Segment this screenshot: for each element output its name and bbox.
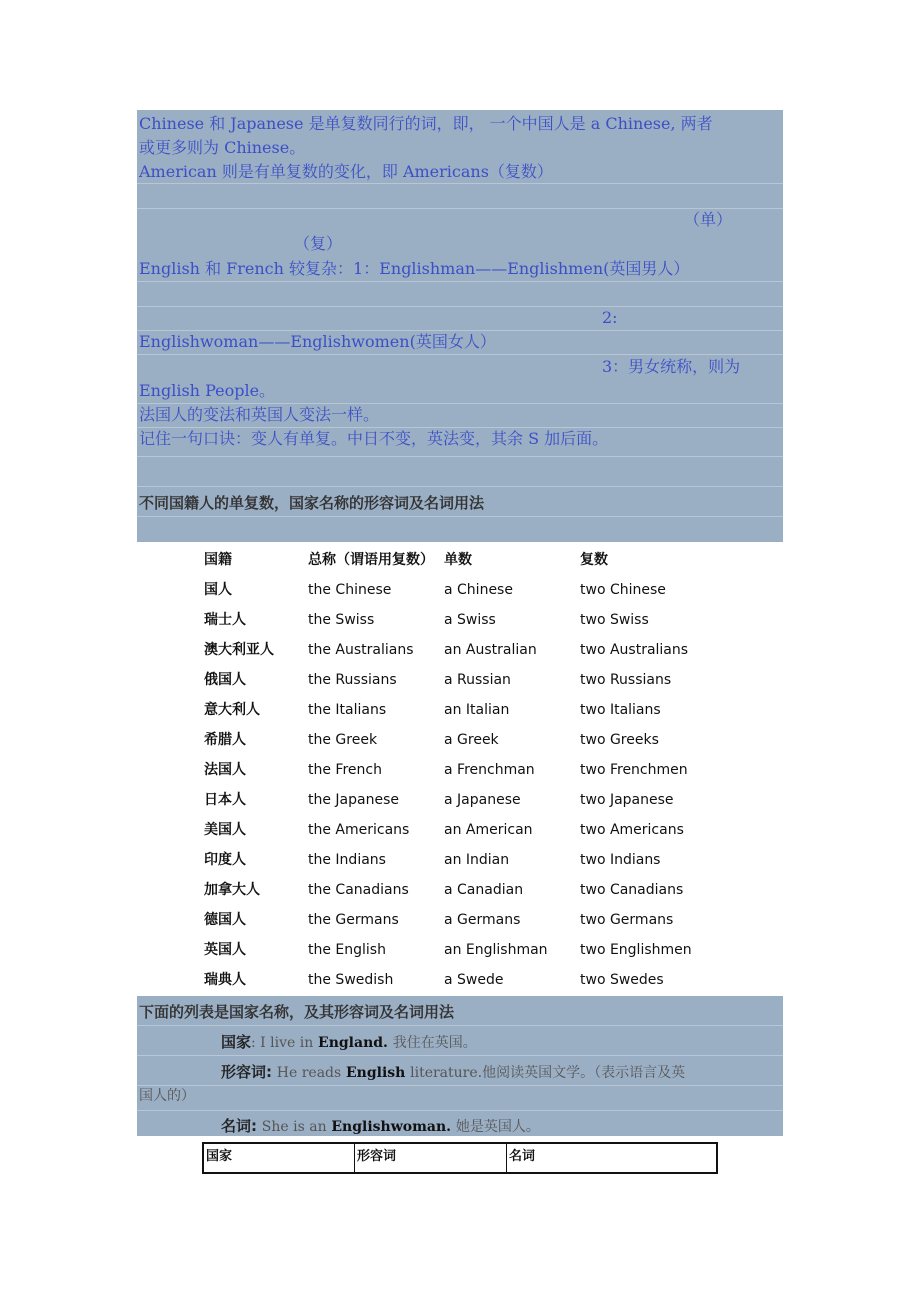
intro-line: 法国人的变法和英国人变法一样。 [139, 405, 380, 424]
table-cell: a Chinese [444, 582, 513, 598]
row-divider [137, 516, 783, 517]
column-header: 总称（谓语用复数） [308, 552, 434, 568]
intro-line: 记住一句口诀：变人有单复。中日不变，英法变，其余 S 加后面。 [139, 429, 609, 448]
adjective-example [221, 1061, 685, 1082]
table-cell: 加拿大人 [204, 882, 260, 898]
table-cell: two Americans [580, 822, 684, 838]
table-cell: two Frenchmen [580, 762, 688, 778]
table-cell: two Swiss [580, 612, 649, 628]
table-cell: 澳大利亚人 [204, 642, 274, 658]
column-header: 国籍 [204, 552, 232, 568]
row-divider [137, 1025, 783, 1026]
table-cell: a Swiss [444, 612, 496, 628]
section-heading: 不同国籍人的单复数，国家名称的形容词及名词用法 [139, 494, 485, 512]
example-keyword: England. [318, 1035, 388, 1051]
table-cell: two Englishmen [580, 942, 692, 958]
table-cell: a Russian [444, 672, 511, 688]
table-cell: 意大利人 [204, 702, 260, 718]
table-cell: 法国人 [204, 762, 246, 778]
table-cell: two Russians [580, 672, 672, 688]
country-example [221, 1031, 477, 1052]
row-divider [137, 1055, 783, 1056]
table-cell: two Japanese [580, 792, 674, 808]
table-cell: a Germans [444, 912, 521, 928]
intro-line: Chinese 和 Japanese 是单复数同行的词，即， 一个中国人是 a Chinese, 两者 [139, 114, 713, 133]
table-cell: a Frenchman [444, 762, 535, 778]
table-cell: the Australians [308, 642, 414, 658]
intro-line: English 和 French 较复杂：1：Englishman——Englishmen(英国男人） [139, 259, 690, 278]
table-cell: the Japanese [308, 792, 399, 808]
example-text: She is an [261, 1119, 327, 1135]
table-cell: two Indians [580, 852, 661, 868]
table-cell: the Swedish [308, 972, 394, 988]
table-cell: 俄国人 [204, 672, 246, 688]
table-cell: 瑞典人 [204, 972, 246, 988]
intro-line: （单） [684, 210, 733, 229]
intro-line: （复） [294, 234, 343, 253]
table-cell: an Australian [444, 642, 537, 658]
table-cell: the Germans [308, 912, 399, 928]
column-header: 复数 [580, 552, 608, 568]
table-cell: the Canadians [308, 882, 409, 898]
table-cell: a Japanese [444, 792, 521, 808]
intro-line: 或更多则为 Chinese。 [139, 138, 306, 157]
table-cell: the English [308, 942, 386, 958]
adjective-label: 形容词: [221, 1063, 272, 1081]
table-cell: a Swede [444, 972, 504, 988]
table-cell: 英国人 [204, 942, 246, 958]
row-divider [137, 1085, 783, 1086]
table-cell: an Englishman [444, 942, 548, 958]
example-text: literature.他阅读英国文学。（表示语言及英 [410, 1065, 686, 1081]
table-cell: a Canadian [444, 882, 524, 898]
intro-line: 2: [602, 308, 618, 327]
table-cell: two Swedes [580, 972, 664, 988]
table-cell: a Greek [444, 732, 499, 748]
table-cell: two Australians [580, 642, 689, 658]
table-cell: the Swiss [308, 612, 375, 628]
table-cell: an Indian [444, 852, 510, 868]
table-cell: the Americans [308, 822, 410, 838]
table-cell: 美国人 [204, 822, 246, 838]
example-text: 国人的） [139, 1088, 195, 1104]
example-keyword: English [345, 1065, 406, 1081]
example-text: 她是英国人。 [455, 1119, 540, 1135]
row-divider [137, 1110, 783, 1111]
table-cell: the Russians [308, 672, 397, 688]
example-text: : I live in [251, 1035, 314, 1051]
adjective-example-cont [139, 1085, 195, 1105]
table-cell: the Italians [308, 702, 387, 718]
table-cell: an Italian [444, 702, 510, 718]
table-cell: 日本人 [204, 792, 246, 808]
table-cell: the Indians [308, 852, 386, 868]
table-cell: the Chinese [308, 582, 392, 598]
table-cell: two Greeks [580, 732, 659, 748]
table-cell: two Germans [580, 912, 674, 928]
table-cell: 瑞士人 [204, 612, 246, 628]
table-cell: two Canadians [580, 882, 684, 898]
column-header: 形容词 [355, 1144, 507, 1172]
example-keyword: Englishwoman. [331, 1119, 452, 1135]
intro-line: English People。 [139, 381, 276, 400]
noun-example [221, 1115, 540, 1136]
table-cell: the French [308, 762, 382, 778]
noun-label: 名词: [221, 1117, 257, 1135]
table-cell: 希腊人 [204, 732, 246, 748]
table-cell: two Italians [580, 702, 661, 718]
intro-line: 3：男女统称，则为 [602, 357, 741, 376]
table-cell: 德国人 [204, 912, 246, 928]
table-cell: 印度人 [204, 852, 246, 868]
row-divider [137, 456, 783, 457]
intro-line: Englishwoman——Englishwomen(英国女人） [139, 332, 496, 351]
example-text: He reads [276, 1065, 342, 1081]
column-header: 国家 [204, 1144, 355, 1172]
country-label: 国家 [221, 1033, 252, 1051]
column-header: 名词 [509, 1149, 536, 1164]
table-cell: an American [444, 822, 533, 838]
example-text: 我住在英国。 [392, 1035, 477, 1051]
country-forms-table [202, 1142, 718, 1174]
column-header: 单数 [444, 552, 472, 568]
intro-line: American 则是有单复数的变化，即 Americans（复数） [139, 162, 553, 181]
usage-heading: 下面的列表是国家名称，及其形容词及名词用法 [139, 1003, 455, 1021]
table-cell: two Chinese [580, 582, 666, 598]
table-cell: 国人 [204, 582, 232, 598]
row-divider [137, 281, 783, 282]
row-divider [137, 486, 783, 487]
table-cell: the Greek [308, 732, 378, 748]
